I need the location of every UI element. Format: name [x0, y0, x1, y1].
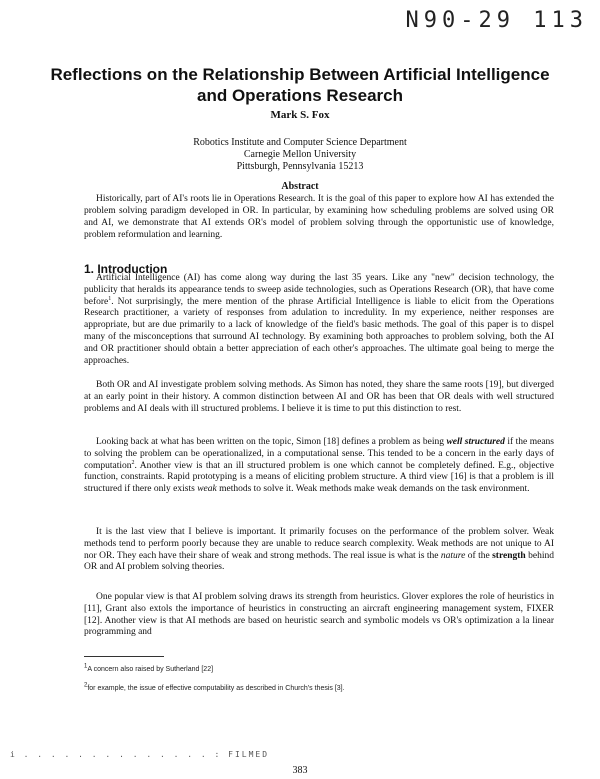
footnote-ref: 2 — [131, 459, 135, 466]
affiliation-line: Pittsburgh, Pennsylvania 15213 — [236, 161, 364, 172]
paragraph-text: if the means to solving the problem can be operationalized, in a computational sense. This tended to be a concern in the early days of computation — [84, 437, 555, 471]
footnote-mark: 2 — [84, 682, 88, 689]
footnote-mark: 1 — [84, 663, 88, 670]
abstract-heading: Abstract — [281, 181, 319, 192]
paragraph-text: . Another view is that an ill structured problem is one which cannot be completely defined. E.g., objective function, constraints. Rapid prototyping is a means of eliciting problem structure. A third view [16] is that a problem is ill structured if there only exists — [84, 460, 554, 495]
footnote-text: A concern also raised by Sutherland [22] — [87, 666, 214, 673]
paragraph — [84, 380, 554, 415]
paragraph-text: It is the last view that I believe is important. It primarily focuses on the performance of the problem solver. Weak methods tend to perform poorly because they are unable to reduce search complexity. Weak methods are not unique to AI nor OR. They each have their share of weak and strong methods. The real issue is what is the — [84, 527, 554, 561]
emphasis-text: well structured — [446, 437, 505, 447]
paragraph — [84, 527, 554, 574]
affiliation-line: Robotics Institute and Computer Science Department — [193, 137, 407, 148]
abstract-text: Historically, part of AI's roots lie in Operations Research. It is the goal of this paper to explore how AI has extended the problem solving paradigm developed in OR. In particular, by examining how scheduling problems are solved using OR and AI, we demonstrate that AI extends OR's model of problem solving through the opportunistic use of knowledge, problem reformulation and learning. — [84, 194, 554, 240]
paragraph-text: . Not surprisingly, the mere mention of the phrase Artificial Intelligence is liable to elicit from the Operations Research practitioner, a variety of responses from adulation to incredulity. In my experience, neither responses are appropriate, but are due primarily to a lack of knowledge of the field's basic methods. The goal of this paper is to dispel many of the misconceptions that surround AI technology. By examining both approaches to problem solving, both the AI and OR practitioner should obtain a better appreciation of each other's approaches. The ultimate goal being to merge the approaches. — [84, 296, 554, 366]
strong-text: strength — [492, 550, 526, 561]
paragraph-text: Artificial Intelligence (AI) has come along way during the last 35 years. Like any "new" decision technology, the publicity that heralds its appearance tends to sweep aside technologies, such as Operations Research (OR), that have come before — [84, 273, 554, 307]
footnote-divider — [84, 656, 164, 657]
paper-title: Reflections on the Relationship Between Artificial Intelligence and Operations Research — [50, 65, 550, 105]
footnote-ref: 1 — [108, 295, 112, 302]
paragraph — [84, 592, 554, 639]
accession-stamp: N90-29 113 — [405, 8, 588, 33]
footnote-text: for example, the issue of effective computability as described in Church's thesis [3]. — [87, 685, 345, 692]
footnote — [84, 663, 214, 673]
paragraph-text: One popular view is that AI problem solving draws its strength from heuristics. Glover explores the role of heuristics in [11], Grant also extols the importance of heuristics in constructing an aircraft engineering management system, FIXER [12]. Another view is that AI methods are based on heuristic search and symbolic models vs OR's optimization a la linear programming and — [84, 592, 554, 638]
affiliation — [0, 137, 600, 173]
paragraph-text: methods to solve it. Weak methods make weak demands on the task environment. — [216, 484, 530, 495]
footnote — [84, 682, 345, 692]
emphasis-text: weak — [197, 484, 217, 495]
paragraph-text: Both OR and AI investigate problem solving methods. As Simon has noted, they share the same roots [19], but diverged at an early point in their history. A common distinction between AI and OR has been that OR deals with well structured problems and AI deals with ill structured problems. I believe it is time to put this distinction to rest. — [84, 380, 554, 414]
paragraph — [84, 273, 554, 367]
paragraph-text: behind OR and AI problem solving theories. — [84, 550, 554, 573]
page-number: 383 — [292, 765, 308, 776]
emphasis-text: nature — [440, 550, 466, 561]
paragraph-text: Looking back at what has been written on the topic, Simon [18] defines a problem as being — [96, 437, 447, 447]
author-name: Mark S. Fox — [270, 109, 330, 121]
filmed-mark: i . . . . . . . . . . . . . . : FILMED — [10, 750, 270, 759]
paragraph — [84, 437, 554, 496]
paragraph-text: of the — [465, 550, 493, 561]
section-heading: 1. Introduction — [84, 262, 168, 276]
affiliation-line: Carnegie Mellon University — [243, 149, 357, 160]
